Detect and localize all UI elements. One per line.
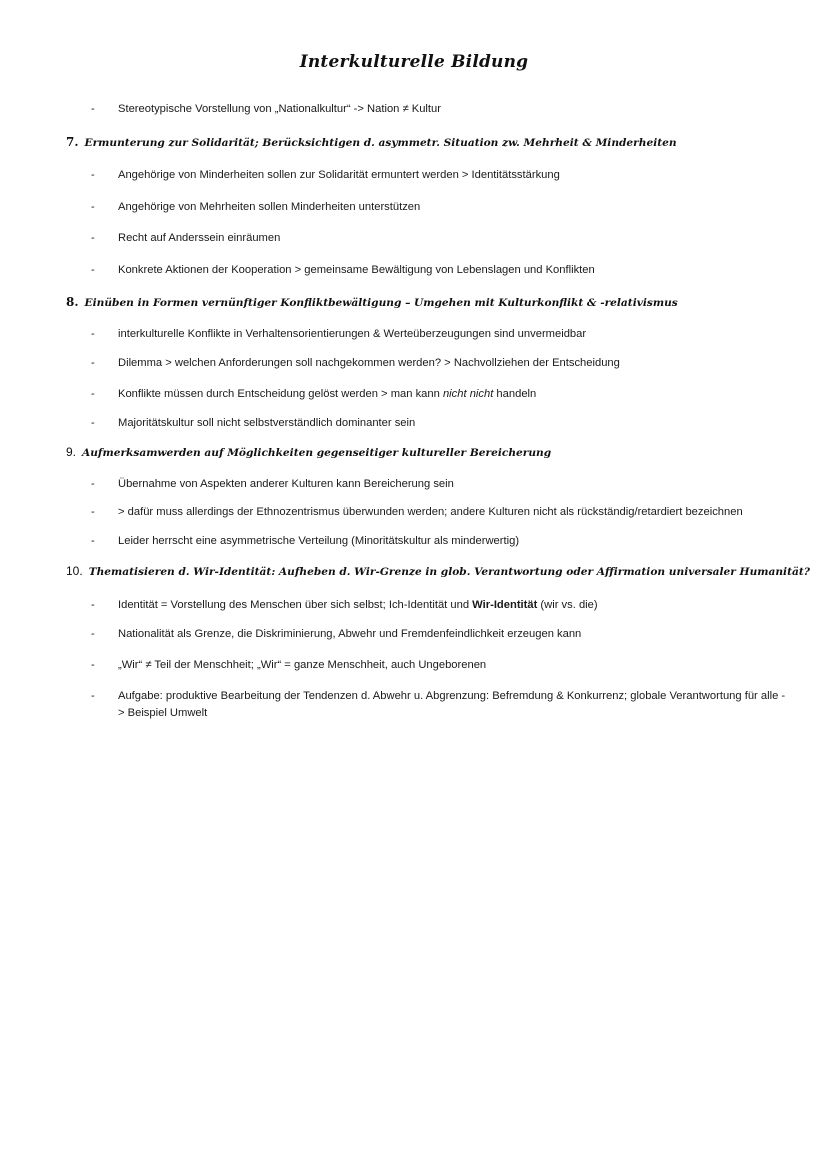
list-item — [91, 533, 791, 550]
section-number: 8. — [66, 295, 79, 309]
list-item — [91, 199, 791, 216]
section-heading-7 — [66, 135, 677, 149]
bullet-text: Nationalität als Grenze, die Diskriminierung, Abwehr und Fremdenfeindlichkeit erzeugen kann — [118, 628, 582, 640]
list-item — [91, 657, 791, 674]
bullet-text-part: handeln — [493, 388, 537, 400]
list-item — [91, 386, 791, 403]
bullet-text-strong: Wir-Identität — [472, 599, 538, 611]
section-heading-text: Aufmerksamwerden auf Möglichkeiten gegenseitiger kultureller Bereicherung — [82, 447, 552, 459]
bullet-dash: - — [91, 535, 95, 547]
bullet-text: „Wir“ ≠ Teil der Menschheit; „Wir“ = ganze Menschheit, auch Ungeborenen — [118, 659, 487, 671]
page-title: Interkulturelle Bildung — [299, 52, 529, 72]
bullet-dash: - — [91, 103, 95, 115]
section-number: 7. — [66, 135, 79, 149]
bullet-text: Angehörige von Mehrheiten sollen Minderheiten unterstützen — [118, 201, 421, 213]
bullet-text-part: Identität = Vorstellung des Menschen über sich selbst; Ich-Identität und — [118, 599, 473, 611]
bullet-text-part: Konflikte müssen durch Entscheidung gelöst werden > man kann — [118, 388, 443, 400]
bullet-text: Konkrete Aktionen der Kooperation > gemeinsame Bewältigung von Lebenslagen und Konflikten — [118, 264, 595, 276]
bullet-dash: - — [91, 690, 95, 702]
list-item — [91, 355, 791, 372]
list-item — [91, 230, 791, 247]
bullet-text: Dilemma > welchen Anforderungen soll nachgekommen werden? > Nachvollziehen der Entscheidung — [118, 357, 620, 369]
section-heading-text: Einüben in Formen vernünftiger Konfliktbewältigung – Umgehen mit Kulturkonflikt & -relativismus — [84, 297, 678, 309]
bullet-text: Majoritätskultur soll nicht selbstverständlich dominanter sein — [118, 417, 416, 429]
list-item — [91, 326, 791, 343]
bullet-text-emphasis: nicht nicht — [442, 388, 494, 400]
bullet-dash: - — [91, 388, 95, 400]
list-item — [91, 597, 791, 614]
section-heading-8 — [66, 295, 678, 309]
section-heading-text: Ermunterung zur Solidarität; Berücksichtigen d. asymmetr. Situation zw. Mehrheit & Minderheiten — [84, 137, 677, 149]
bullet-text: Recht auf Anderssein einräumen — [118, 232, 281, 244]
list-item — [91, 262, 791, 279]
bullet-text — [118, 597, 791, 614]
bullet-dash: - — [91, 201, 95, 213]
bullet-dash: - — [91, 417, 95, 429]
list-item — [91, 626, 791, 643]
bullet-dash: - — [91, 328, 95, 340]
bullet-text: Leider herrscht eine asymmetrische Verteilung (Minoritätskultur als minderwertig) — [118, 535, 520, 547]
bullet-dash: - — [91, 169, 95, 181]
bullet-dash: - — [91, 506, 95, 518]
section-number: 9. — [66, 445, 77, 459]
bullet-dash: - — [91, 264, 95, 276]
bullet-text — [118, 386, 791, 403]
list-item — [91, 476, 791, 493]
bullet-dash: - — [91, 357, 95, 369]
section-heading-10 — [66, 564, 810, 578]
list-item — [91, 415, 791, 432]
bullet-text-part: (wir vs. die) — [537, 599, 598, 611]
bullet-text: interkulturelle Konflikte in Verhaltensorientierungen & Werteüberzeugungen sind unvermeidbar — [118, 328, 587, 340]
bullet-text: Übernahme von Aspekten anderer Kulturen kann Bereicherung sein — [118, 478, 454, 490]
bullet-dash: - — [91, 628, 95, 640]
bullet-text: Stereotypische Vorstellung von „Nationalkultur“ -> Nation ≠ Kultur — [118, 103, 441, 115]
bullet-dash: - — [91, 478, 95, 490]
section-heading-text: Thematisieren d. Wir-Identität: Aufheben d. Wir-Grenze in glob. Verantwortung oder Affirmation universaler Humanität? — [88, 566, 810, 578]
bullet-text: > dafür muss allerdings der Ethnozentrismus überwunden werden; andere Kulturen nicht als rückständig/retardiert bezeichnen — [118, 506, 743, 518]
bullet-dash: - — [91, 599, 95, 611]
list-item — [91, 504, 806, 521]
bullet-text: Aufgabe: produktive Bearbeitung der Tendenzen d. Abwehr u. Abgrenzung: Befremdung & Konkurrenz; globale Verantwortung für alle -> Beispiel Umwelt — [118, 690, 786, 719]
section-number: 10. — [66, 564, 83, 578]
bullet-dash: - — [91, 232, 95, 244]
list-item — [91, 688, 791, 722]
bullet-text: Angehörige von Minderheiten sollen zur Solidarität ermuntert werden > Identitätsstärkung — [118, 169, 560, 181]
list-item — [91, 167, 791, 184]
intro-bullet — [91, 101, 791, 118]
section-heading-9 — [66, 445, 551, 459]
bullet-dash: - — [91, 659, 95, 671]
